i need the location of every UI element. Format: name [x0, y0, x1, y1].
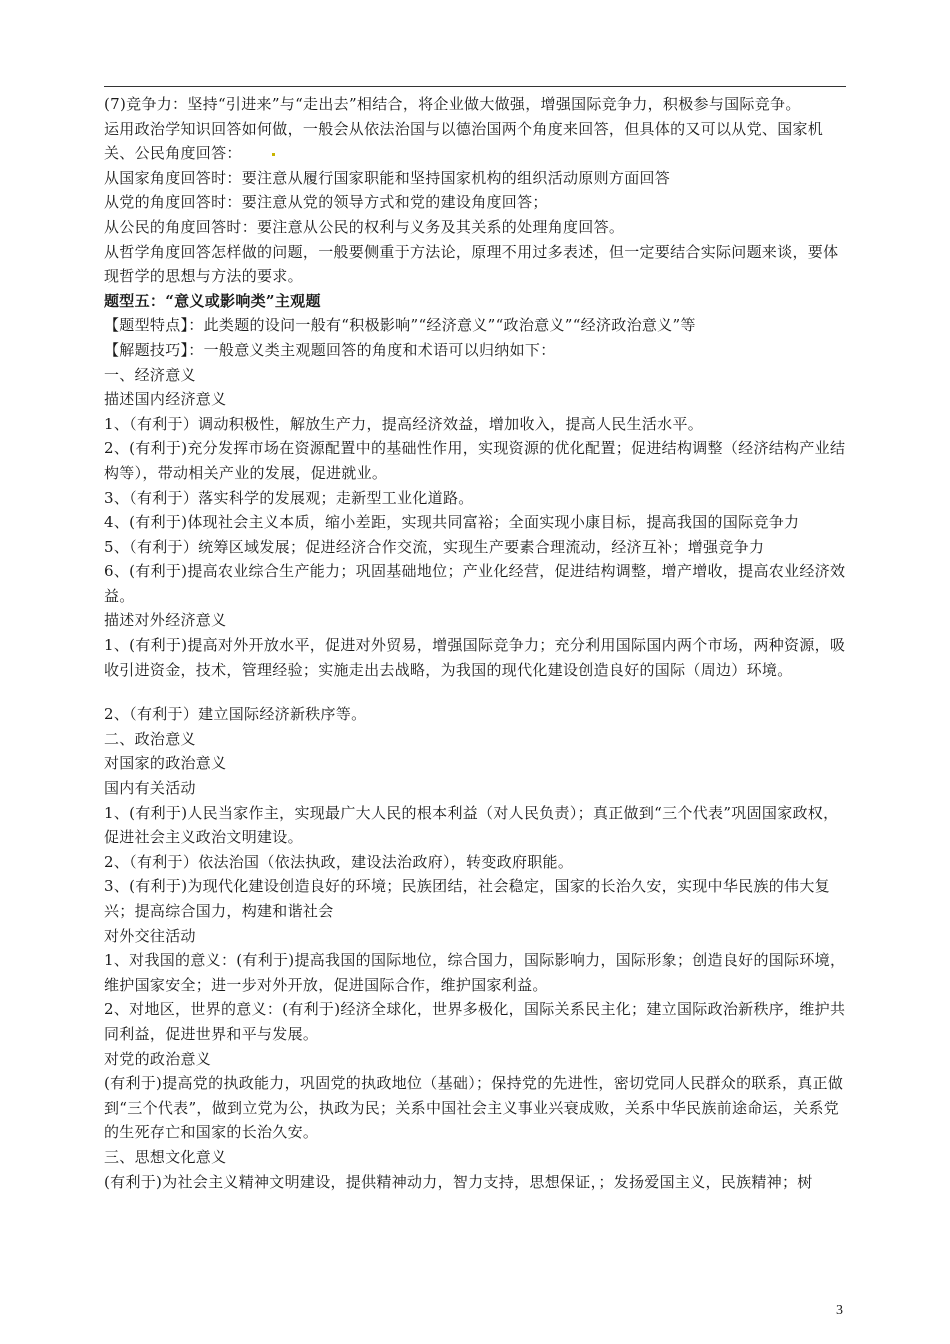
list-item: 1、(有利于)提高对外开放水平，促进对外贸易，增强国际竞争力；充分利用国际国内两个市场，两种资源，吸收引进资金，技术，管理经验；实施走出去战略，为我国的现代化建设创造良好的国际（周边）环境。 — [104, 636, 846, 679]
list-item: 3、（有利于）落实科学的发展观；走新型工业化道路。 — [104, 488, 474, 507]
header-rule — [104, 86, 846, 87]
subheading: 对外交往活动 — [104, 926, 196, 945]
stray-mark — [272, 153, 275, 156]
list-item: 2、对地区，世界的意义：(有利于)经济全球化，世界多极化，国际关系民主化；建立国际政治新秩序，维护共同利益，促进世界和平与发展。 — [104, 1000, 846, 1043]
subheading: 国内有关活动 — [104, 779, 196, 798]
paragraph: (7)竞争力：坚持“引进来”与“走出去”相结合，将企业做大做强，增强国际竞争力，积极参与国际竞争。 — [104, 95, 801, 113]
paragraph: 从公民的角度回答时：要注意从公民的权利与义务及其关系的处理角度回答。 — [104, 217, 625, 236]
paragraph: 从哲学角度回答怎样做的问题，一般要侧重于方法论，原理不用过多表述，但一定要结合实际问题来谈，要体现哲学的思想与方法的要求。 — [104, 242, 839, 286]
paragraph: (有利于)为社会主义精神文明建设，提供精神动力，智力支持，思想保证，；发扬爱国主义，民族精神；树 — [104, 1172, 813, 1191]
list-item: 6、(有利于)提高农业综合生产能力；巩固基础地位；产业化经营，促进结构调整，增产增收，提高农业经济效益。 — [104, 562, 846, 605]
paragraph: (有利于)提高党的执政能力，巩固党的执政地位（基础）；保持党的先进性，密切党同人民群众的联系，真正做到“三个代表”，做到立党为公，执政为民；关系中国社会主义事业兴衰成败，关系中华民族前途命运，关系党的生死存亡和国家的长治久安。 — [104, 1074, 844, 1142]
list-item: 5、（有利于）统筹区域发展；促进经济合作交流，实现生产要素合理流动，经济互补；增强竞争力 — [104, 537, 765, 556]
list-item: 2、（有利于）依法治国（依法执政，建设法治政府），转变政府职能。 — [104, 852, 574, 871]
subheading: 二、政治意义 — [104, 729, 196, 748]
list-item: 1、对我国的意义：(有利于)提高我国的国际地位，综合国力，国际影响力，国际形象；创造良好的国际环境，维护国家安全；进一步对外开放，促进国际合作，维护国家利益。 — [104, 951, 846, 994]
list-item: 2、（有利于）建立国际经济新秩序等。 — [104, 705, 367, 724]
subheading: 描述对外经济意义 — [104, 611, 227, 630]
subheading: 对党的政治意义 — [104, 1049, 212, 1068]
paragraph: 【解题技巧】：一般意义类主观题回答的角度和术语可以归纳如下： — [104, 340, 556, 359]
blank-line — [104, 682, 846, 702]
list-item: 1、(有利于)人民当家作主，实现最广大人民的根本利益（对人民负责）；真正做到“三个代表”巩固国家政权，促进社会主义政治文明建设。 — [104, 803, 839, 847]
subheading: 一、经济意义 — [104, 365, 196, 384]
section-heading: 题型五：“意义或影响类”主观题 — [104, 291, 321, 310]
list-item: 4、(有利于)体现社会主义本质，缩小差距，实现共同富裕；全面实现小康目标，提高我国的国际竞争力 — [104, 513, 800, 532]
paragraph: 从国家角度回答时：要注意从履行国家职能和坚持国家机构的组织活动原则方面回答 — [104, 168, 671, 187]
subheading: 三、思想文化意义 — [104, 1147, 227, 1166]
list-item: 3、(有利于)为现代化建设创造良好的环境；民族团结，社会稳定，国家的长治久安，实现中华民族的伟大复兴；提高综合国力，构建和谐社会 — [104, 877, 830, 920]
document-body — [104, 92, 846, 1194]
paragraph: 【题型特点】：此类题的设问一般有“积极影响”“经济意义”“政治意义”“经济政治意义”等 — [104, 316, 696, 335]
list-item: 1、（有利于）调动积极性，解放生产力，提高经济效益，增加收入，提高人民生活水平。 — [104, 414, 704, 433]
subheading: 对国家的政治意义 — [104, 754, 227, 773]
subheading: 描述国内经济意义 — [104, 390, 227, 409]
paragraph: 从党的角度回答时：要注意从党的领导方式和党的建设角度回答； — [104, 193, 548, 212]
list-item: 2、(有利于)充分发挥市场在资源配置中的基础性作用，实现资源的优化配置；促进结构调整（经济结构产业结构等），带动相关产业的发展，促进就业。 — [104, 439, 846, 482]
page-number: 3 — [836, 1303, 843, 1318]
paragraph: 运用政治学知识回答如何做，一般会从依法治国与以德治国两个角度来回答，但具体的又可以从党、国家机关、公民角度回答： — [104, 119, 824, 163]
